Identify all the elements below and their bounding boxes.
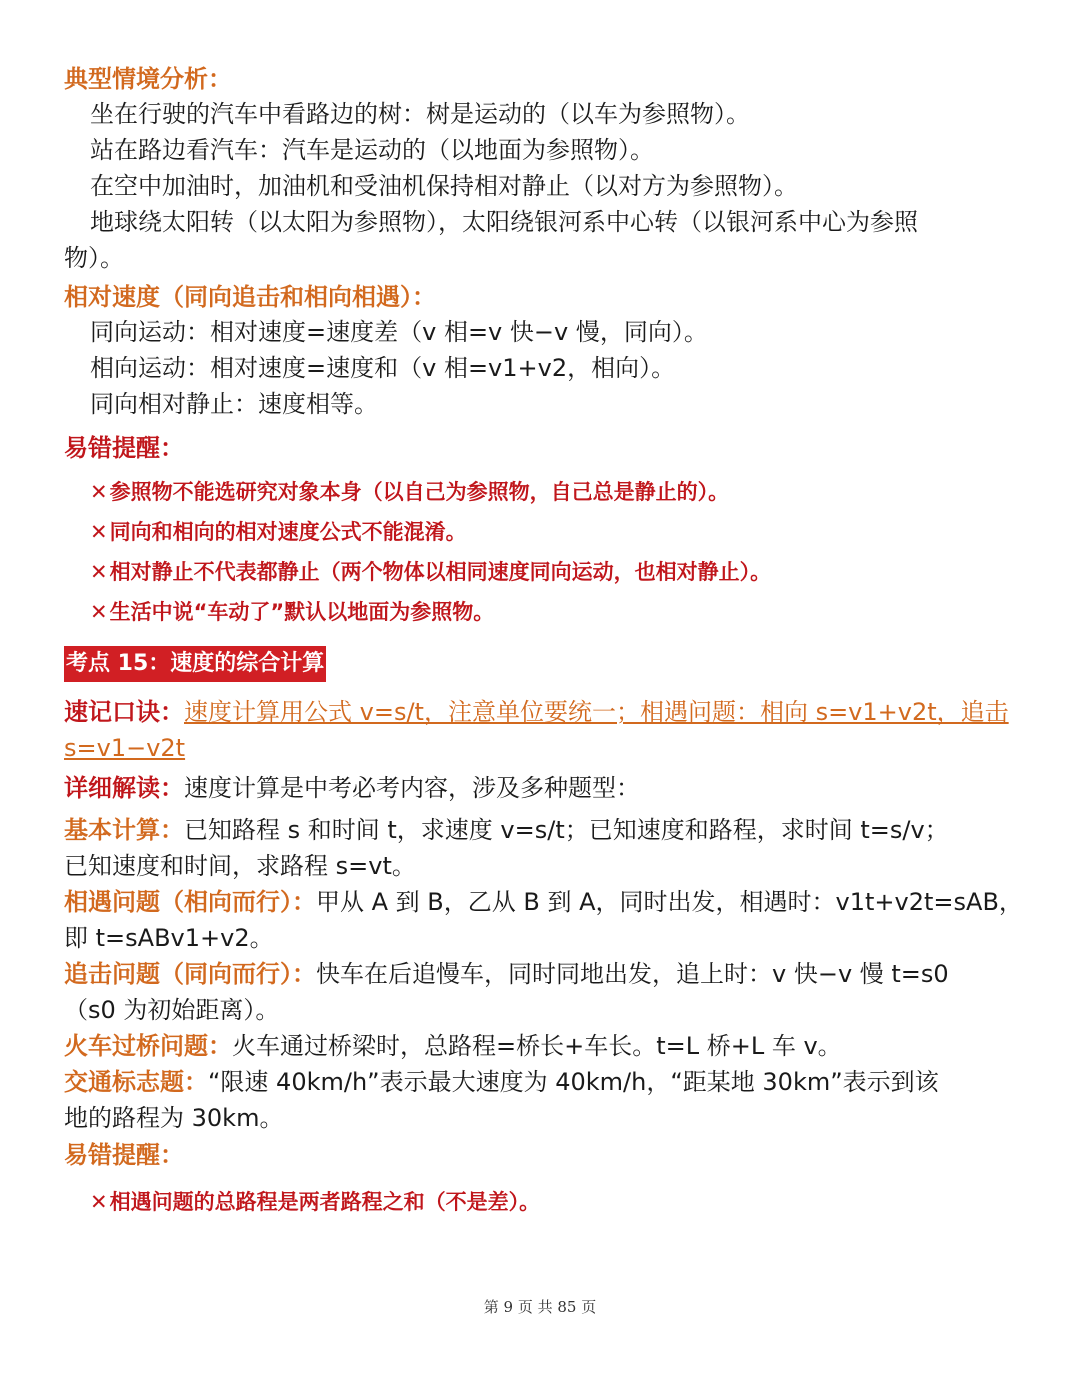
chase-line — [64, 956, 1024, 992]
traffic-label: 交通标志题： — [64, 1068, 208, 1096]
cross-icon: ✕ — [90, 520, 108, 544]
scenario-line: 物）。 — [64, 244, 124, 272]
traffic-line: 地的路程为 30km。 — [64, 1104, 284, 1132]
cross-icon: ✕ — [90, 480, 108, 504]
mnemonic-label: 速记口诀： — [64, 698, 184, 726]
scenario-line: 在空中加油时，加油机和受油机保持相对静止（以对方为参照物）。 — [90, 172, 798, 200]
relative-speed-line: 相向运动：相对速度=速度和（v 相=v1+v2，相向）。 — [90, 354, 676, 382]
kaodian-title: 考点 15：速度的综合计算 — [64, 646, 326, 682]
meet-text: 甲从 A 到 B，乙从 B 到 A，同时出发，相遇时：v1t+v2t=sAB， — [316, 888, 1023, 916]
section-heading-relative-speed: 相对速度（同向追击和相向相遇）： — [64, 283, 436, 311]
mistake-text: 参照物不能选研究对象本身（以自己为参照物，自己总是静止的）。 — [109, 480, 730, 504]
cross-icon: ✕ — [90, 1190, 108, 1214]
chase-line: （s0 为初始距离）。 — [64, 996, 280, 1024]
mistake-text: 生活中说“车动了”默认以地面为参照物。 — [109, 600, 495, 624]
mistake-text: 相对静止不代表都静止（两个物体以相同速度同向运动，也相对静止）。 — [109, 560, 772, 584]
scenario-line: 站在路边看汽车：汽车是运动的（以地面为参照物）。 — [90, 136, 654, 164]
mnemonic-text: s=v1−v2t — [64, 734, 186, 762]
mistakes-heading: 易错提醒： — [64, 434, 184, 462]
chase-label: 追击问题（同向而行）： — [64, 960, 316, 988]
basic-calc-line — [64, 812, 1024, 848]
chase-text: 快车在后追慢车，同时同地出发，追上时：v 快−v 慢 t=s0 — [316, 960, 949, 988]
mistakes-heading-2: 易错提醒： — [64, 1141, 184, 1169]
basic-calc-text: 已知路程 s 和时间 t，求速度 v=s/t；已知速度和路程，求时间 t=s/v； — [184, 816, 949, 844]
scenario-line: 坐在行驶的汽车中看路边的树：树是运动的（以车为参照物）。 — [90, 100, 750, 128]
detail-text: 速度计算是中考必考内容，涉及多种题型： — [184, 774, 640, 802]
mnemonic-line — [64, 694, 1024, 730]
mnemonic-line — [64, 730, 1024, 766]
detail-line — [64, 770, 1024, 806]
mistake-item — [64, 1182, 1024, 1222]
mistake-text: 同向和相向的相对速度公式不能混淆。 — [109, 520, 467, 544]
train-line — [64, 1028, 1024, 1064]
meet-label: 相遇问题（相向而行）： — [64, 888, 316, 916]
mistake-text: 相遇问题的总路程是两者路程之和（不是差）。 — [109, 1190, 541, 1214]
relative-speed-line: 同向运动：相对速度=速度差（v 相=v 快−v 慢，同向）。 — [90, 318, 708, 346]
document-page — [64, 62, 1024, 1222]
section-heading-scenarios: 典型情境分析： — [64, 65, 232, 93]
traffic-text: “限速 40km/h”表示最大速度为 40km/h，“距某地 30km”表示到该 — [208, 1068, 939, 1096]
basic-calc-label: 基本计算： — [64, 816, 184, 844]
mnemonic-text: 速度计算用公式 v=s/t，注意单位要统一；相遇问题：相向 s=v1+v2t，追击 — [184, 698, 1009, 726]
meet-line — [64, 884, 1024, 920]
page-footer: 第 9 页 共 85 页 — [483, 1298, 597, 1316]
detail-label: 详细解读： — [64, 774, 184, 802]
meet-line: 即 t=sABv1+v2。 — [64, 924, 274, 952]
basic-calc-line: 已知速度和时间，求路程 s=vt。 — [64, 852, 416, 880]
mistake-item — [64, 472, 1024, 512]
cross-icon: ✕ — [90, 560, 108, 584]
mistake-item — [64, 592, 1024, 632]
traffic-line — [64, 1064, 1024, 1100]
cross-icon: ✕ — [90, 600, 108, 624]
scenario-line: 地球绕太阳转（以太阳为参照物），太阳绕银河系中心转（以银河系中心为参照 — [90, 208, 918, 236]
train-text: 火车通过桥梁时，总路程=桥长+车长。t=L 桥+L 车 v。 — [232, 1032, 842, 1060]
mistake-item — [64, 512, 1024, 552]
relative-speed-line: 同向相对静止：速度相等。 — [90, 390, 378, 418]
train-label: 火车过桥问题： — [64, 1032, 232, 1060]
mistake-item — [64, 552, 1024, 592]
